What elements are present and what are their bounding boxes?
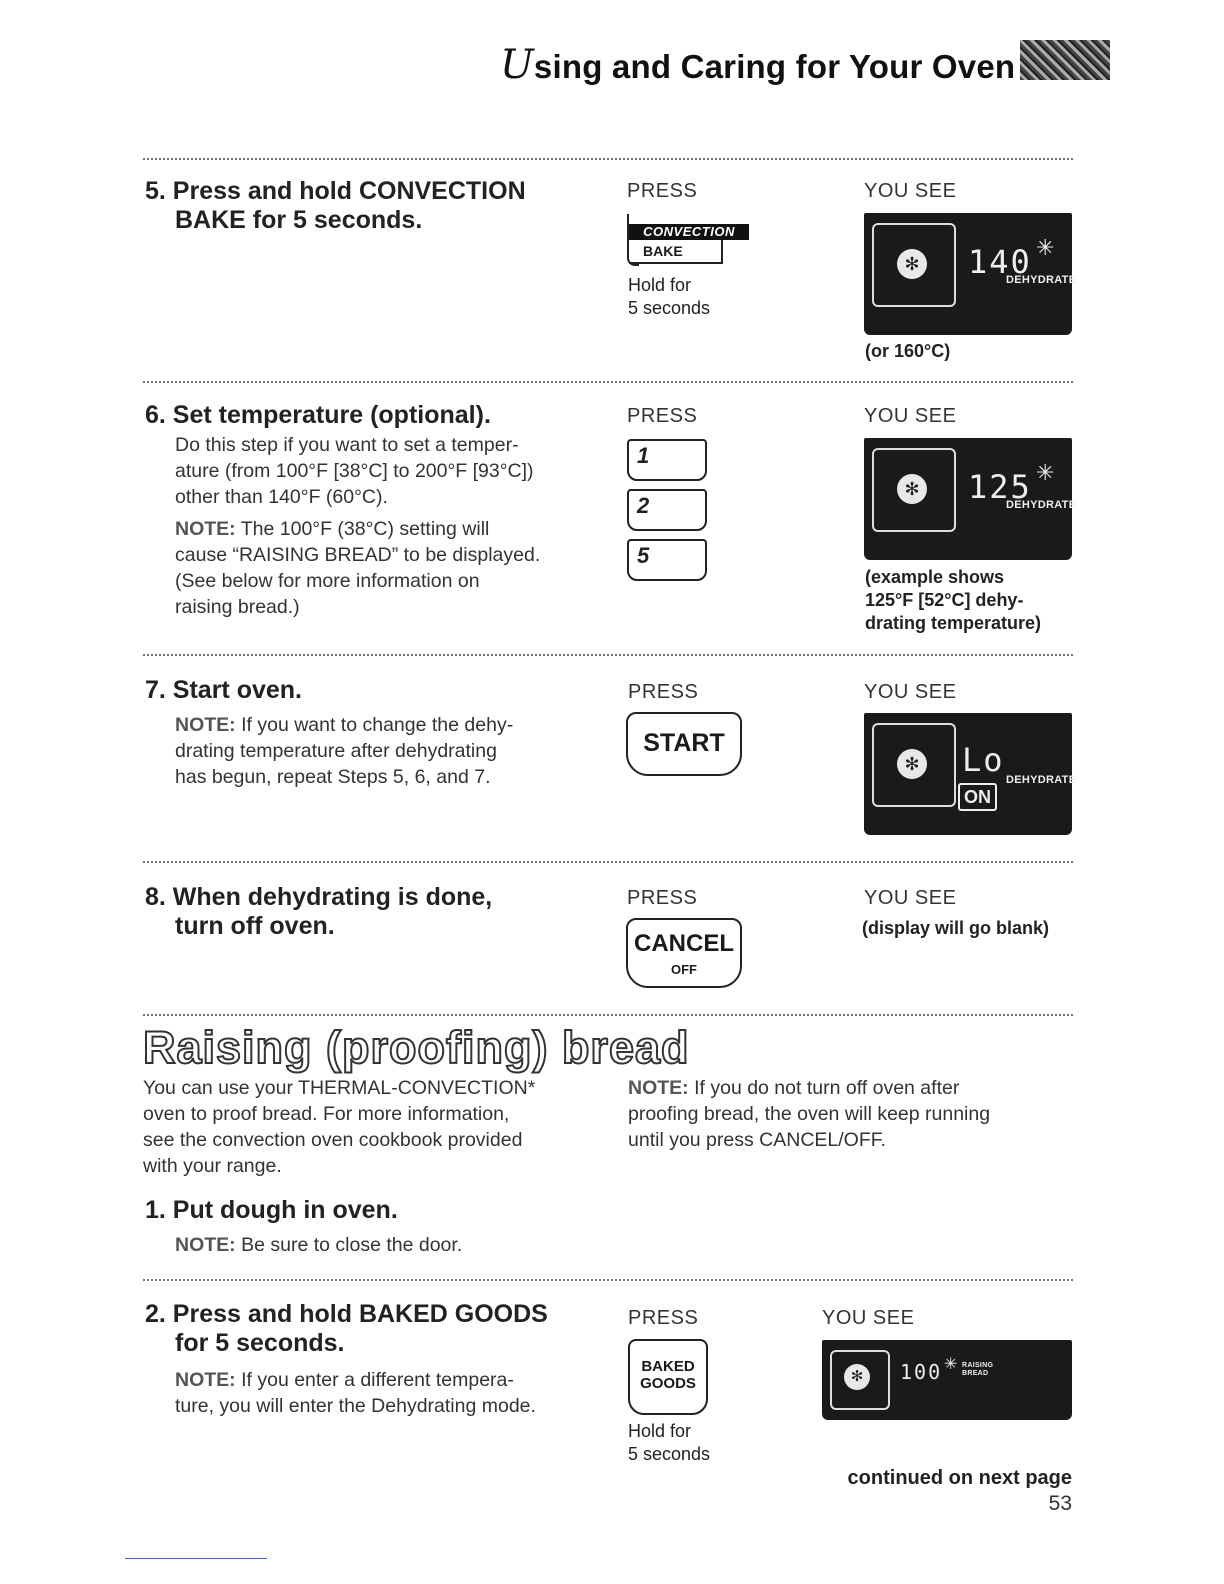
display-digits: 140: [968, 243, 1032, 281]
step6-title: 6. Set temperature (optional).: [145, 401, 491, 429]
divider: [143, 381, 1073, 383]
note-line: ture, you will enter the Dehydrating mode.: [175, 1395, 536, 1417]
hold-line1: Hold for: [628, 1421, 692, 1441]
display-digits: Lo: [962, 741, 1005, 779]
rstep1-title: 1. Put dough in oven.: [145, 1196, 398, 1224]
hold-text: [628, 274, 710, 320]
sun-icon: ✳: [1036, 235, 1055, 260]
step6-body: [175, 432, 540, 620]
step7-note: [175, 712, 513, 790]
you-see-label: YOU SEE: [864, 180, 957, 202]
key-label: 5: [637, 543, 650, 568]
intro-line: see the convection oven cookbook provided: [143, 1129, 523, 1151]
key-label: 2: [637, 493, 650, 518]
step5-title-line1: 5. Press and hold CONVECTION: [145, 177, 526, 205]
display-fan-frame: [830, 1350, 890, 1410]
hold-line1: Hold for: [628, 275, 692, 295]
hold-text: [628, 1420, 710, 1466]
step7-title: 7. Start oven.: [145, 676, 302, 704]
body-line: Do this step if you want to set a temper-: [175, 434, 519, 456]
fan-icon: ✻: [897, 749, 927, 779]
start-button[interactable]: [626, 712, 742, 776]
oven-display: [864, 213, 1077, 335]
start-key-label: START: [643, 729, 725, 757]
press-label: PRESS: [627, 405, 698, 427]
display-caption: [865, 566, 1041, 635]
hold-line2: 5 seconds: [628, 298, 711, 318]
note-label: NOTE:: [175, 518, 236, 540]
rstep2-note: [175, 1367, 536, 1419]
note-line: The 100°F (38°C) setting will: [240, 518, 490, 540]
cancel-key-top: CANCEL: [634, 930, 734, 957]
body-line: other than 140°F (60°C).: [175, 486, 388, 508]
note-line: cause “RAISING BREAD” to be displayed.: [175, 544, 541, 566]
cancel-key-bottom: OFF: [671, 962, 697, 977]
you-see-label: YOU SEE: [864, 681, 957, 703]
footer-link-line: [125, 1558, 267, 1559]
press-label: PRESS: [628, 681, 699, 703]
caption-line: 125°F [52°C] dehy-: [865, 590, 1024, 610]
display-digits: 100: [900, 1360, 943, 1384]
oven-display: [864, 438, 1077, 560]
intro-line: You can use your THERMAL-CONVECTION*: [143, 1077, 536, 1099]
rstep2-title-line2: for 5 seconds.: [175, 1329, 345, 1357]
rstep2-title: [145, 1300, 548, 1358]
note-label: NOTE:: [628, 1077, 689, 1099]
note-line: (See below for more information on: [175, 570, 480, 592]
press-label: PRESS: [627, 887, 698, 909]
key-1-button[interactable]: [627, 439, 707, 481]
section-intro: [143, 1075, 535, 1179]
note-line: until you press CANCEL/OFF.: [628, 1129, 886, 1151]
baked-key-top: BAKED: [641, 1358, 695, 1375]
divider: [143, 158, 1073, 160]
step8-title-line1: 8. When dehydrating is done,: [145, 883, 493, 911]
display-digits: 125: [968, 468, 1032, 506]
display-caption: (display will go blank): [862, 918, 1050, 938]
step5-title: [145, 177, 526, 235]
press-label: PRESS: [627, 180, 698, 202]
step5-title-line2: BAKE for 5 seconds.: [175, 206, 423, 234]
note-label: NOTE:: [175, 1369, 236, 1391]
section-note: [628, 1075, 990, 1153]
note-line: raising bread.): [175, 596, 300, 618]
rstep1-note: [175, 1232, 462, 1258]
intro-line: with your range.: [143, 1155, 282, 1177]
step8-title: [145, 883, 492, 941]
body-line: ature (from 100°F [38°C] to 200°F [93°C]): [175, 460, 534, 482]
divider: [143, 861, 1073, 863]
step8-title-line2: turn off oven.: [175, 912, 335, 940]
display-flag: DEHYDRATE: [1006, 274, 1077, 286]
note-line: If you want to change the dehy-: [241, 714, 514, 736]
flag-line: BREAD: [962, 1370, 989, 1377]
divider: [143, 1014, 1073, 1016]
display-caption: (or 160°C): [865, 341, 951, 361]
note-line: Be sure to close the door.: [241, 1234, 463, 1256]
you-see-label: YOU SEE: [864, 887, 957, 909]
note-line: If you enter a different tempera-: [241, 1369, 514, 1391]
key-2-button[interactable]: [627, 489, 707, 531]
note-line: has begun, repeat Steps 5, 6, and 7.: [175, 766, 491, 788]
convection-key-top: CONVECTION: [629, 224, 749, 240]
fan-icon: ✻: [844, 1364, 870, 1390]
key-5-button[interactable]: [627, 539, 707, 581]
press-label: PRESS: [628, 1307, 699, 1329]
convection-key-bottom: BAKE: [643, 243, 683, 259]
divider: [143, 654, 1073, 656]
header-initial: U: [500, 42, 534, 88]
flag-line: RAISING: [962, 1362, 994, 1369]
display-flag: [962, 1362, 993, 1378]
cancel-off-button[interactable]: [626, 918, 742, 988]
continued-note: continued on next page: [847, 1467, 1072, 1489]
you-see-label: YOU SEE: [864, 405, 957, 427]
header-logo-badge: [1020, 40, 1110, 80]
display-fan-frame: [872, 448, 956, 532]
note-label: NOTE:: [175, 1234, 236, 1256]
page-number: 53: [1048, 1492, 1072, 1515]
convection-bake-key[interactable]: [627, 214, 749, 264]
sun-icon: ✳: [944, 1356, 958, 1373]
fan-icon: ✻: [897, 474, 927, 504]
header-title-rest: sing and Caring for Your Oven: [533, 48, 1016, 85]
display-flag: DEHYDRATE: [1006, 774, 1077, 786]
note-label: NOTE:: [175, 714, 236, 736]
caption-line: (example shows: [865, 567, 1005, 587]
section-title: Raising (proofing) bread: [143, 1022, 690, 1073]
fan-icon: ✻: [897, 249, 927, 279]
intro-line: oven to proof bread. For more information,: [143, 1103, 510, 1125]
display-fan-frame: [872, 223, 956, 307]
oven-display: [822, 1340, 1072, 1420]
key-label: 1: [637, 443, 650, 468]
page-header-title: [500, 42, 1015, 88]
baked-goods-button[interactable]: [628, 1339, 708, 1415]
note-line: proofing bread, the oven will keep running: [628, 1103, 991, 1125]
you-see-label: YOU SEE: [822, 1307, 915, 1329]
display-on-indicator: ON: [958, 783, 997, 811]
rstep2-title-line1: 2. Press and hold BAKED GOODS: [145, 1300, 548, 1328]
baked-key-bottom: GOODS: [640, 1375, 696, 1392]
display-fan-frame: [872, 723, 956, 807]
caption-line: drating temperature): [865, 613, 1042, 633]
divider: [143, 1279, 1073, 1281]
oven-display: [864, 713, 1077, 835]
sun-icon: ✳: [1036, 460, 1055, 485]
note-line: If you do not turn off oven after: [694, 1077, 960, 1099]
note-line: drating temperature after dehydrating: [175, 740, 497, 762]
display-flag: DEHYDRATE: [1006, 499, 1077, 511]
hold-line2: 5 seconds: [628, 1444, 711, 1464]
